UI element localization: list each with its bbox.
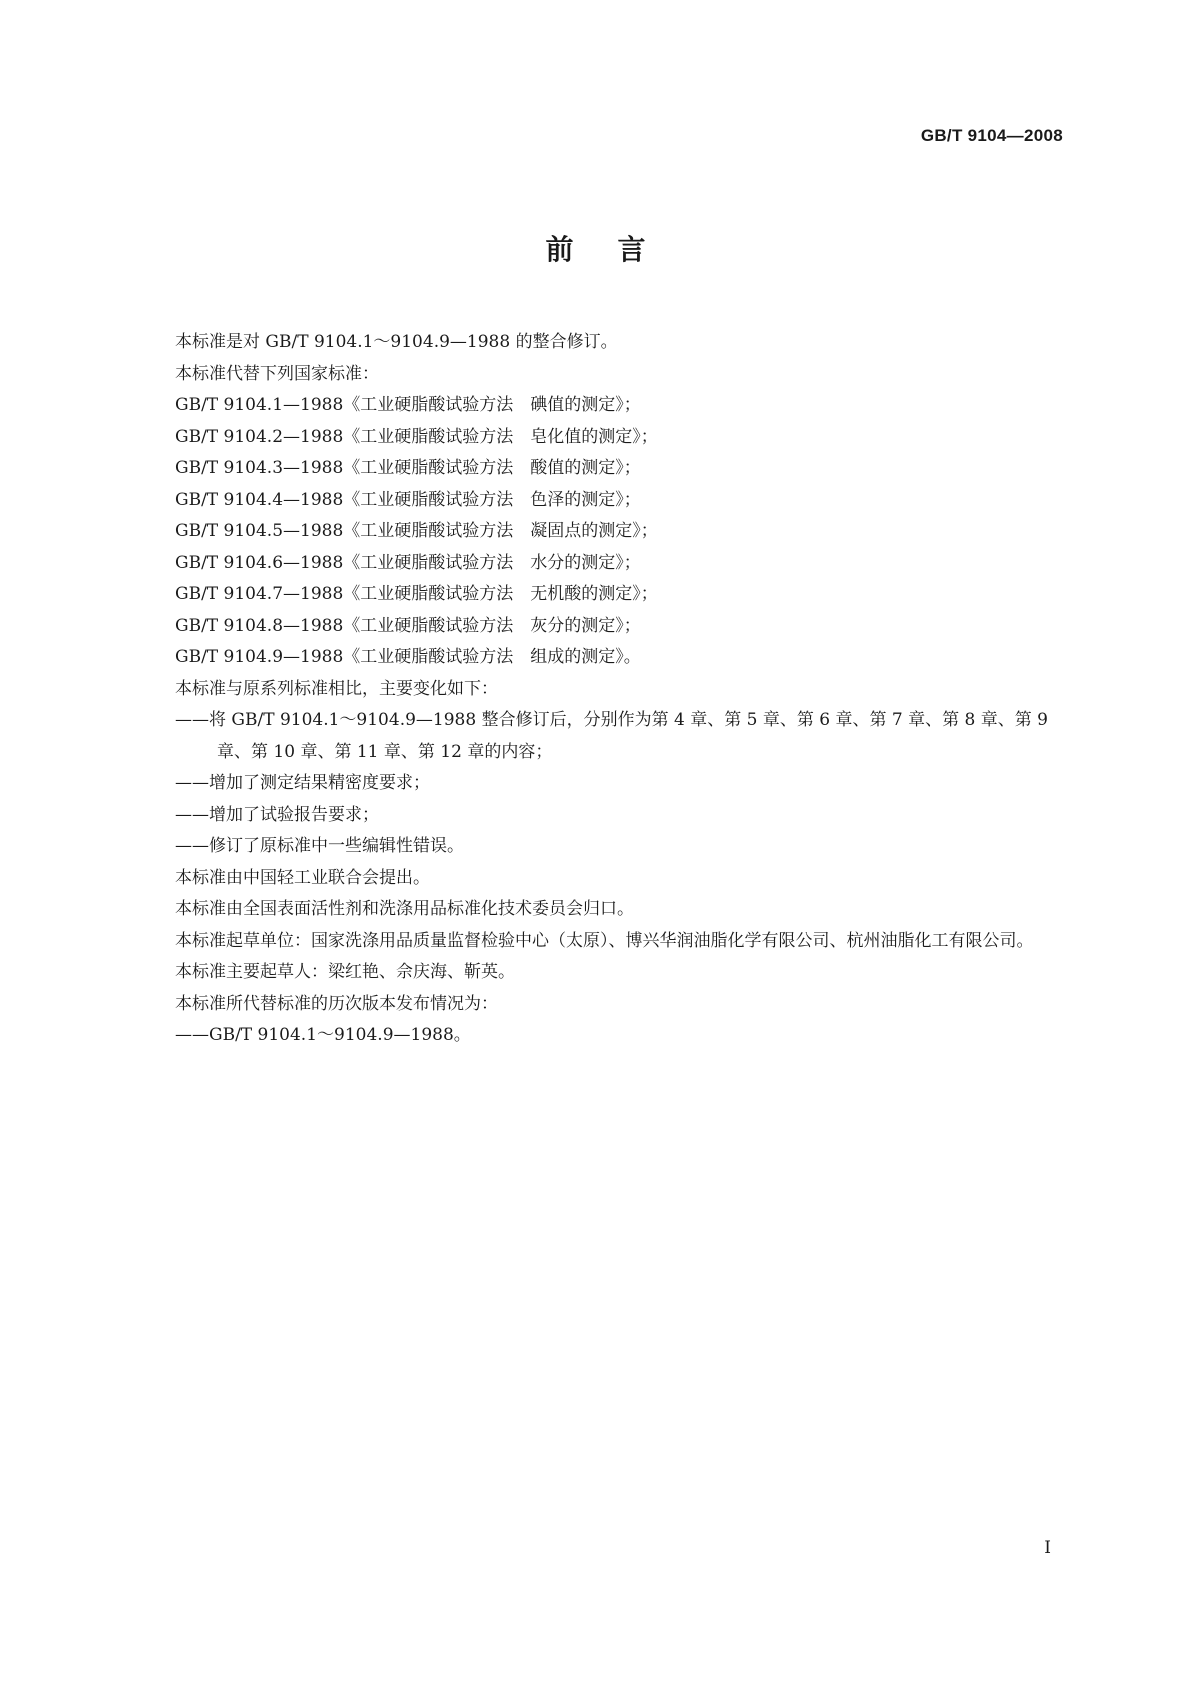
replaced-standard-item: GB/T 9104.3—1988《工业硬脂酸试验方法 酸值的测定》；	[175, 458, 641, 478]
drafters: 本标准主要起草人：梁红艳、佘庆海、靳英。	[175, 962, 515, 982]
change-item: ——修订了原标准中一些编辑性错误。	[175, 836, 464, 856]
preface-line: 本标准所代替标准的历次版本发布情况为：	[175, 993, 498, 1014]
replaced-standard-item: GB/T 9104.2—1988《工业硬脂酸试验方法 皂化值的测定》；	[175, 426, 658, 447]
change-item: ——增加了测定结果精密度要求；	[175, 773, 430, 793]
replaced-standard-item: GB/T 9104.1—1988《工业硬脂酸试验方法 碘值的测定》；	[175, 395, 641, 415]
preface-line: 本标准代替下列国家标准：	[175, 363, 379, 384]
replaced-standard-item: GB/T 9104.8—1988《工业硬脂酸试验方法 灰分的测定》；	[175, 615, 641, 636]
replaced-standard-item: GB/T 9104.7—1988《工业硬脂酸试验方法 无机酸的测定》；	[175, 584, 658, 604]
preface-line: 本标准由中国轻工业联合会提出。	[175, 867, 430, 888]
preface-line: 本标准由全国表面活性剂和洗涤用品标准化技术委员会归口。	[175, 899, 634, 919]
drafting-units: 本标准起草单位：国家洗涤用品质量监督检验中心（太原）、博兴华润油脂化学有限公司、杭州油脂化工有限公司。	[175, 930, 1034, 951]
preface-line: 本标准是对 GB/T 9104.1～9104.9—1988 的整合修订。	[175, 332, 618, 352]
change-item: ——将 GB/T 9104.1～9104.9—1988 整合修订后，分别作为第 4 章、第 5 章、第 6 章、第 7 章、第 8 章、第 9 章、第 10 章、第 11 章、第 12 章的内容；	[175, 710, 1048, 762]
preface-line: 本标准与原系列标准相比，主要变化如下：	[175, 678, 498, 699]
change-item: ——增加了试验报告要求；	[175, 804, 379, 825]
page-title: 前言	[545, 233, 690, 266]
preface-body	[128, 327, 1062, 1052]
previous-version-item: ——GB/T 9104.1～9104.9—1988。	[175, 1025, 471, 1045]
replaced-standard-item: GB/T 9104.5—1988《工业硬脂酸试验方法 凝固点的测定》；	[175, 521, 658, 541]
replaced-standard-item: GB/T 9104.9—1988《工业硬脂酸试验方法 组成的测定》。	[175, 647, 641, 667]
standard-number: GB/T 9104—2008	[920, 126, 1063, 145]
replaced-standard-item: GB/T 9104.6—1988《工业硬脂酸试验方法 水分的测定》；	[175, 552, 641, 573]
replaced-standard-item: GB/T 9104.4—1988《工业硬脂酸试验方法 色泽的测定》；	[175, 489, 641, 510]
page-number: I	[1044, 1538, 1051, 1558]
